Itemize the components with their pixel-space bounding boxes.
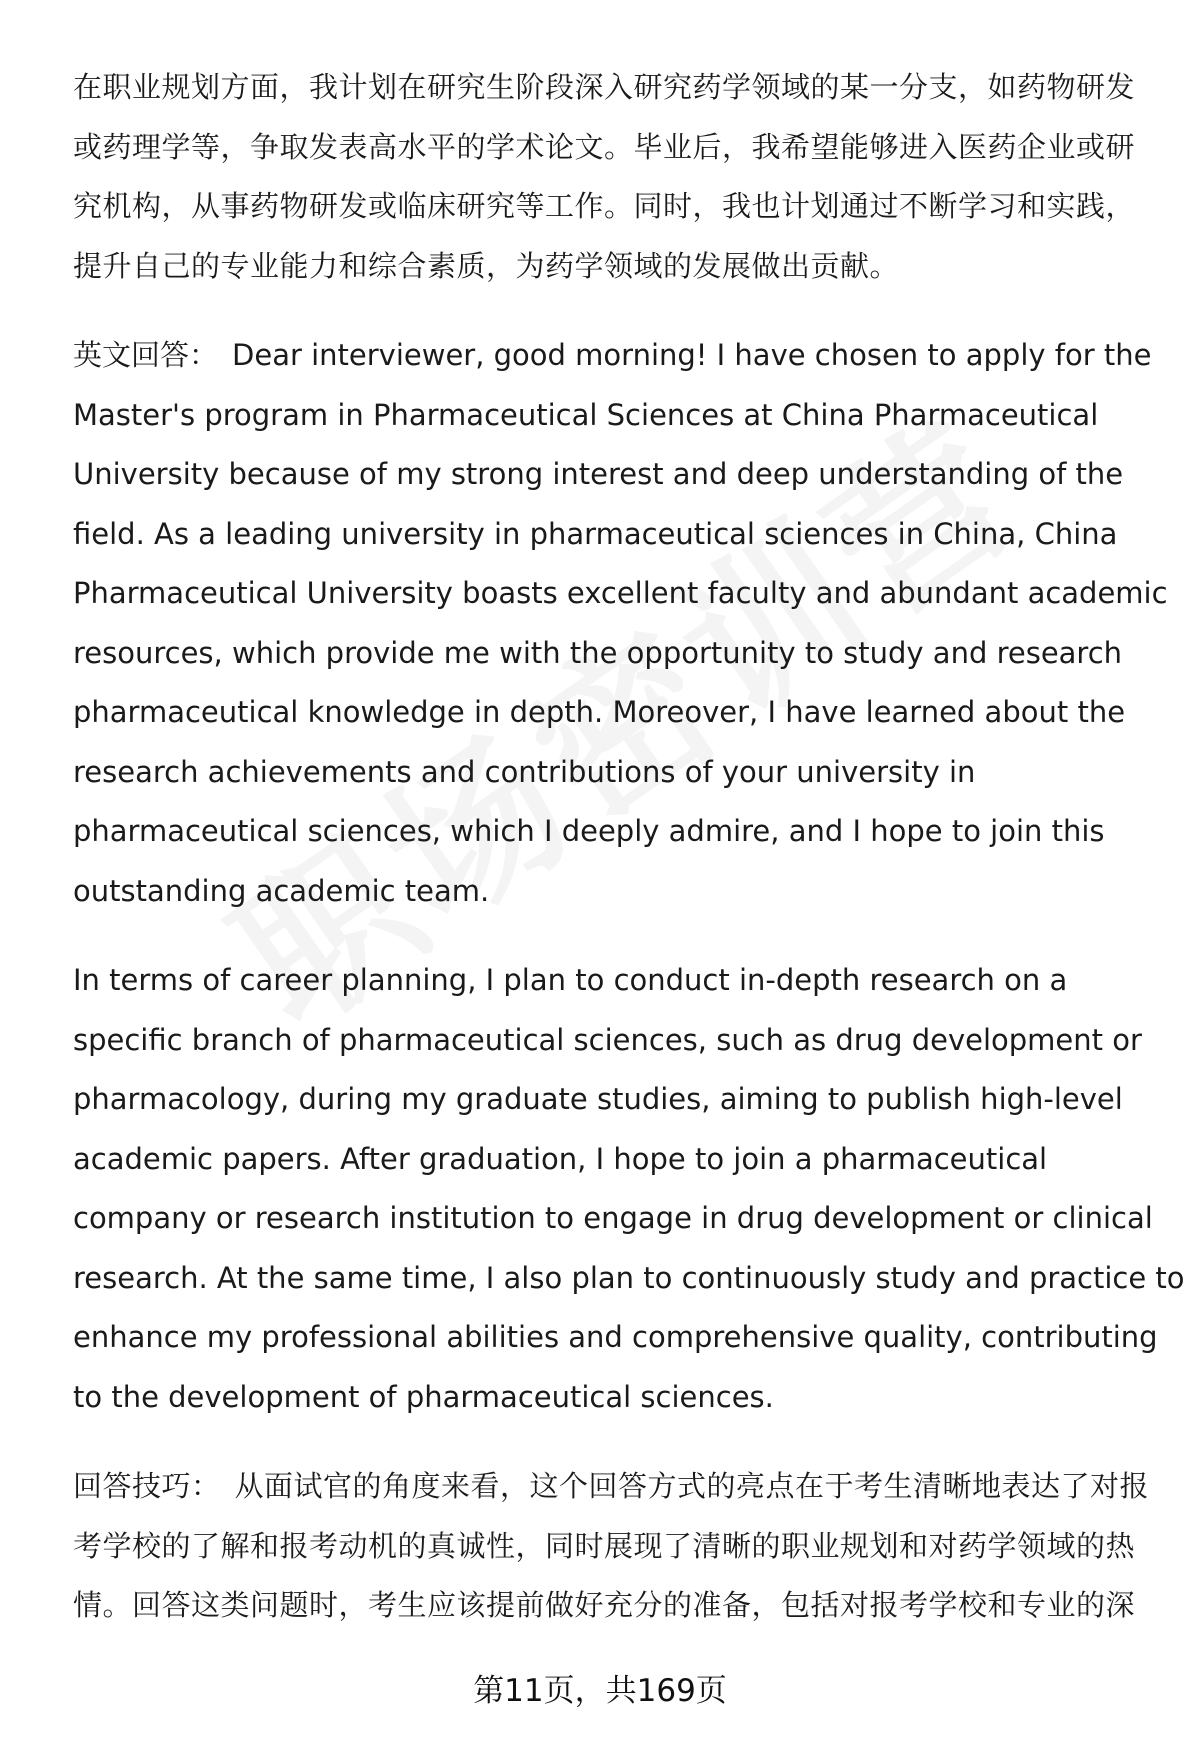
text-line: academic papers. After graduation, I hope to join a pharmaceutical	[73, 1141, 1048, 1176]
answer-label: 英文回答：	[73, 338, 219, 372]
text-line: pharmaceutical sciences, which I deeply admire, and I hope to join this	[73, 814, 1105, 848]
text-line: 在职业规划方面，我计划在研究生阶段深入研究药学领域的某一分支，如药物研发	[73, 70, 1136, 104]
text-line: field. As a leading university in pharmaceutical sciences in China, China	[73, 516, 1118, 551]
text-line: 或药理学等，争取发表高水平的学术论文。毕业后，我希望能够进入医药企业或研	[73, 129, 1136, 164]
text-line: pharmaceutical knowledge in depth. Moreover, I have learned about the	[73, 695, 1126, 729]
text-line: Pharmaceutical University boasts excellent faculty and abundant academic	[73, 576, 1168, 610]
paragraph-english-answer	[73, 326, 1168, 921]
tips-label: 回答技巧：	[73, 1469, 221, 1503]
text-line	[73, 326, 1153, 386]
paragraph-career-planning-cn	[73, 58, 1153, 296]
text-line: In terms of career planning, I plan to conduct in-depth research on a	[73, 963, 1068, 997]
text-line: to the development of pharmaceutical sciences.	[73, 1379, 774, 1414]
paragraph-career-planning-en	[73, 951, 1185, 1427]
text-line: specific branch of pharmaceutical sciences, such as drug development or	[73, 1022, 1142, 1057]
text-line: 究机构，从事药物研发或临床研究等工作。同时，我也计划通过不断学习和实践，	[73, 189, 1136, 223]
paragraph-answer-tips	[73, 1457, 1153, 1636]
text-line	[73, 1457, 1153, 1517]
text-line-content: Dear interviewer, good morning! I have chosen to apply for the	[232, 338, 1152, 372]
text-line: enhance my professional abilities and comprehensive quality, contributing	[73, 1320, 1158, 1354]
text-line: 情。回答这类问题时，考生应该提前做好充分的准备，包括对报考学校和专业的深	[73, 1588, 1136, 1622]
text-line: outstanding academic team.	[73, 873, 490, 908]
text-line: company or research institution to engage in drug development or clinical	[73, 1201, 1153, 1235]
page-number-footer: 第11页，共169页	[473, 1673, 727, 1709]
text-line: 提升自己的专业能力和综合素质，为药学领域的发展做出贡献。	[73, 248, 900, 283]
text-line: research achievements and contributions of your university in	[73, 754, 976, 789]
text-line: research. At the same time, I also plan to continuously study and practice to	[73, 1260, 1185, 1295]
text-line: Master's program in Pharmaceutical Sciences at China Pharmaceutical	[73, 397, 1099, 432]
page-content	[73, 58, 1185, 1666]
text-line: 考学校的了解和报考动机的真诚性，同时展现了清晰的职业规划和对药学领域的热	[73, 1528, 1136, 1563]
text-line-content: 从面试官的角度来看，这个回答方式的亮点在于考生清晰地表达了对报	[234, 1469, 1150, 1503]
text-line: University because of my strong interest and deep understanding of the	[73, 457, 1124, 491]
text-line: pharmacology, during my graduate studies, aiming to publish high-level	[73, 1082, 1123, 1116]
text-line: resources, which provide me with the opportunity to study and research	[73, 635, 1123, 670]
